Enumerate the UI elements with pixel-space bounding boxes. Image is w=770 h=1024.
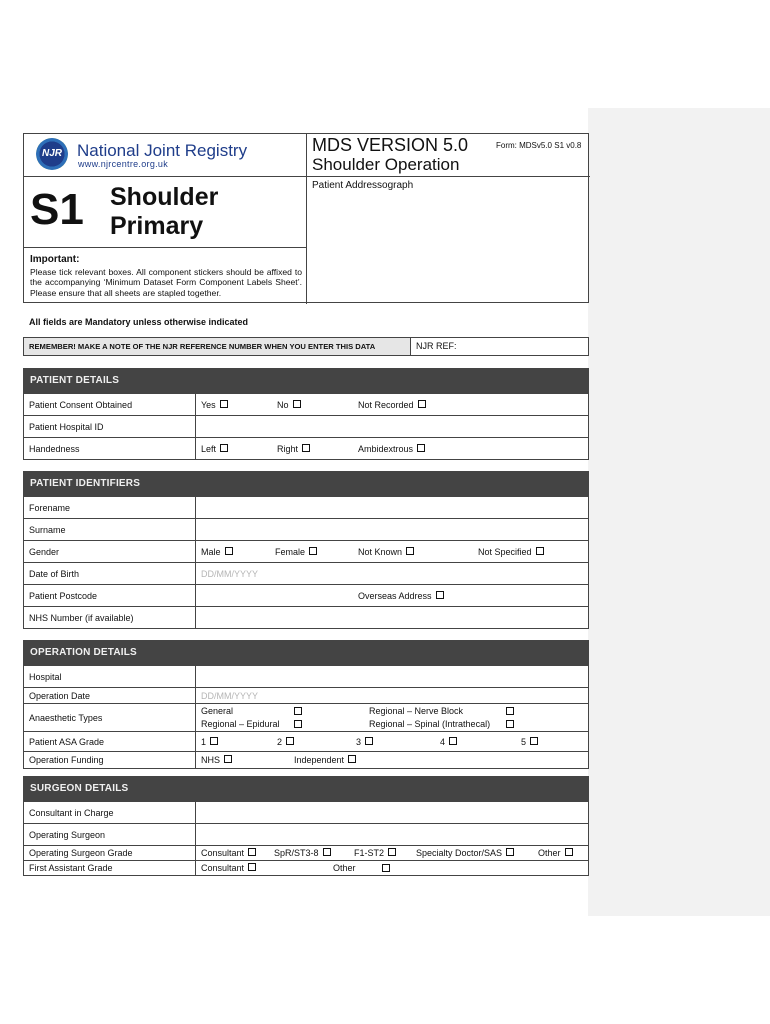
mandatory-note: All fields are Mandatory unless otherwise indicated [29,317,249,327]
hospital-id-row [24,415,588,437]
row-label: Anaesthetic Types [29,713,103,723]
form-header [23,133,589,303]
operation-date-row [24,687,588,703]
consent-no-option[interactable]: No [277,400,301,410]
assistant-grade-other-option[interactable]: Other [333,863,356,873]
consent-yes-option[interactable]: Yes [201,400,228,410]
consultant-row [24,801,588,823]
consent-row [24,393,588,415]
handedness-ambidextrous-option[interactable]: Ambidextrous [358,444,425,454]
mds-version: MDS VERSION 5.0 [312,135,469,155]
checkbox[interactable] [506,848,514,856]
mds-subtitle: Shoulder Operation [312,155,460,174]
checkbox[interactable] [224,755,232,763]
patient-identifiers-section [23,471,589,629]
row-label: Operating Surgeon Grade [29,848,133,858]
row-label: Hospital [29,672,62,682]
checkbox[interactable] [388,848,396,856]
section-title: PATIENT DETAILS [24,369,588,393]
checkbox[interactable] [418,400,426,408]
row-label: Surname [29,525,66,535]
gender-female-option[interactable]: Female [275,547,317,557]
checkbox[interactable] [323,848,331,856]
asa-1-option[interactable]: 1 [201,737,218,747]
row-label: Operation Funding [29,755,104,765]
anaesthetic-nerve-block-option[interactable]: Regional – Nerve Block [369,706,464,716]
surgeon-grade-other-option[interactable]: Other [538,848,573,858]
anaesthetic-general-option[interactable]: General [201,706,234,716]
surname-row [24,518,588,540]
row-label: First Assistant Grade [29,863,113,873]
checkbox[interactable] [286,737,294,745]
checkbox[interactable] [294,720,302,728]
dob-input[interactable]: DD/MM/YYYY [201,569,259,579]
row-label: Gender [29,547,60,557]
surgeon-details-section [23,776,589,876]
checkbox[interactable] [294,707,302,715]
checkbox[interactable] [417,444,425,452]
row-label: Patient Hospital ID [29,422,104,432]
form-title-line2: Primary [110,212,204,240]
checkbox[interactable] [248,848,256,856]
form-id: S1 [30,185,84,234]
handedness-right-option[interactable]: Right [277,444,310,454]
checkbox[interactable] [449,737,457,745]
important-text: Please tick relevant boxes. All component stickers should be affixed to the accompanying ‘Minimum Dataset Form Component Labels Sheet’. Please ensure that all sheets are stapled together. [30,267,302,298]
checkbox[interactable] [293,400,301,408]
row-label: Consultant in Charge [29,808,114,818]
handedness-row [24,437,588,459]
surgeon-grade-row [24,845,588,860]
dob-row [24,562,588,584]
surgeon-grade-spr-option[interactable]: SpR/ST3-8 [274,848,331,858]
checkbox[interactable] [406,547,414,555]
row-label: Operation Date [29,691,91,701]
postcode-row [24,584,588,606]
checkbox[interactable] [436,591,444,599]
logo-url[interactable]: www.njrcentre.org.uk [78,159,169,169]
checkbox[interactable] [348,755,356,763]
section-title: PATIENT IDENTIFIERS [24,472,588,496]
form-title [110,183,218,241]
checkbox[interactable] [248,863,256,871]
section-title: OPERATION DETAILS [24,641,588,665]
assistant-grade-row [24,860,588,875]
operation-details-section [23,640,589,769]
hospital-row [24,665,588,687]
important-label: Important: [30,254,80,265]
checkbox[interactable] [506,720,514,728]
checkbox[interactable] [225,547,233,555]
patient-addressograph-label: Patient Addressograph [312,180,414,191]
consent-not-recorded-option[interactable]: Not Recorded [358,400,426,410]
funding-independent-option[interactable]: Independent [294,755,356,765]
form-code: Form: MDSv5.0 S1 v0.8 [496,141,582,150]
checkbox[interactable] [365,737,373,745]
row-label: Date of Birth [29,569,80,579]
row-label: Forename [29,503,71,513]
checkbox[interactable] [536,547,544,555]
row-label: Patient Consent Obtained [29,400,133,410]
section-title: SURGEON DETAILS [24,777,588,801]
funding-row [24,751,588,768]
gender-not-known-option[interactable]: Not Known [358,547,414,557]
handedness-left-option[interactable]: Left [201,444,228,454]
checkbox[interactable] [309,547,317,555]
surgeon-grade-specialty-option[interactable]: Specialty Doctor/SAS [416,848,514,858]
comment-pane [588,108,770,916]
surgeon-grade-consultant-option[interactable]: Consultant [201,848,256,858]
assistant-grade-consultant-option[interactable]: Consultant [201,863,256,873]
checkbox[interactable] [220,444,228,452]
checkbox[interactable] [210,737,218,745]
funding-nhs-option[interactable]: NHS [201,755,232,765]
checkbox[interactable] [565,848,573,856]
reminder-bar [23,337,589,356]
form-title-line1: Shoulder [110,183,219,211]
asa-4-option[interactable]: 4 [440,737,457,747]
row-label: Patient ASA Grade [29,737,105,747]
row-label: Handedness [29,444,80,454]
anaesthetic-row [24,703,588,731]
row-label: NHS Number (if available) [29,613,134,623]
operation-date-input[interactable]: DD/MM/YYYY [201,691,259,701]
reminder-text: REMEMBER! MAKE A NOTE OF THE NJR REFERENCE NUMBER WHEN YOU ENTER THIS DATA [29,342,376,351]
logo-title: National Joint Registry [77,141,248,160]
asa-5-option[interactable]: 5 [521,737,538,747]
gender-male-option[interactable]: Male [201,547,233,557]
asa-grade-row [24,731,588,751]
checkbox[interactable] [302,444,310,452]
gender-not-specified-option[interactable]: Not Specified [478,547,544,557]
operating-surgeon-row [24,823,588,845]
checkbox[interactable] [382,864,390,872]
nhs-number-row [24,606,588,628]
asa-3-option[interactable]: 3 [356,737,373,747]
row-label: Operating Surgeon [29,830,106,840]
njr-ref-field[interactable]: NJR REF: [416,341,457,351]
forename-row [24,496,588,518]
asa-2-option[interactable]: 2 [277,737,294,747]
surgeon-grade-f1-option[interactable]: F1-ST2 [354,848,396,858]
checkbox[interactable] [530,737,538,745]
patient-details-section [23,368,589,460]
anaesthetic-epidural-option[interactable]: Regional – Epidural [201,719,280,729]
checkbox[interactable] [220,400,228,408]
row-label: Patient Postcode [29,591,98,601]
njr-logo-icon: NJR [36,138,68,170]
gender-row [24,540,588,562]
checkbox[interactable] [506,707,514,715]
anaesthetic-spinal-option[interactable]: Regional – Spinal (Intrathecal) [369,719,491,729]
overseas-address-option[interactable]: Overseas Address [358,591,444,601]
